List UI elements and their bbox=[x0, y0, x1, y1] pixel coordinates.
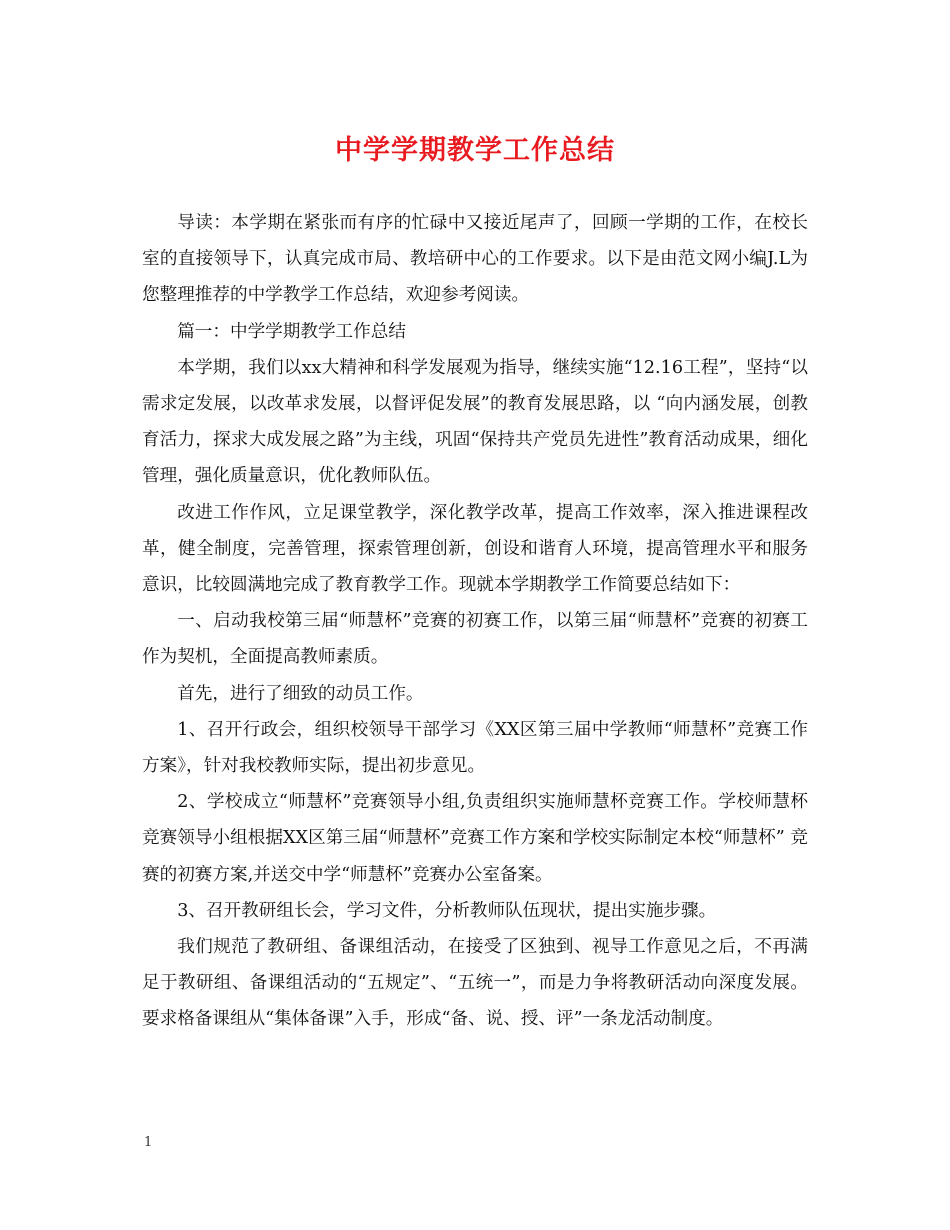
paragraph: 首先，进行了细致的动员工作。 bbox=[177, 683, 424, 704]
list-item: 1、召开行政会，组织校领导干部学习《XX区第三届中学教师“师慧杯”竞赛工作方案》，针对我校教师实际，提出初步意见。 bbox=[142, 719, 808, 777]
paragraph: 我们规范了教研组、备课组活动，在接受了区独到、视导工作意见之后，不再满足于教研组、备课组活动的“五规定”、“五统一”，而是力争将教研活动向深度发展。要求格备课组从“集体备课”入手，形成“备、说、授、评”一条龙活动制度。 bbox=[142, 937, 808, 1030]
page-number: 1 bbox=[144, 1135, 153, 1150]
list-item: 2、学校成立“师慧杯”竞赛领导小组,负责组织实施师慧杯竞赛工作。学校师慧杯竞赛领导小组根据XX区第三届“师慧杯”竞赛工作方案和学校实际制定本校“师慧杯” 竞赛的初赛方案,并送交中学“师慧杯”竞赛办公室备案。 bbox=[142, 792, 808, 885]
paragraph: 本学期，我们以xx大精神和科学发展观为指导，继续实施“12.16工程”，坚持“以需求定发展，以改革求发展，以督评促发展”的教育发展思路，以 “向内涵发展，创教育活力，探求大成发展之路”为主线，巩固“保持共产党员先进性”教育活动成果，细化管理，强化质量意识，优化教师队伍。 bbox=[142, 357, 808, 487]
list-item: 3、召开教研组长会，学习文件，分析教师队伍现状，提出实施步骤。 bbox=[177, 900, 717, 921]
document-title: 中学学期教学工作总结 bbox=[335, 135, 615, 166]
paragraph: 改进工作作风，立足课堂教学，深化教学改革，提高工作效率，深入推进课程改革，健全制度，完善管理，探索管理创新，创设和谐育人环境，提高管理水平和服务意识，比较圆满地完成了教育教学工作。现就本学期教学工作简要总结如下： bbox=[142, 502, 808, 596]
paragraph-section-heading: 篇一：中学学期教学工作总结 bbox=[177, 321, 406, 342]
document-body bbox=[142, 205, 808, 1038]
paragraph: 一、启动我校第三届“师慧杯”竞赛的初赛工作，以第三届“师慧杯”竞赛的初赛工作为契机，全面提高教师素质。 bbox=[142, 611, 808, 668]
paragraph-intro: 导读：本学期在紧张而有序的忙碌中又接近尾声了，回顾一学期的工作，在校长室的直接领导下，认真完成市局、教培研中心的工作要求。以下是由范文网小编J.L为您整理推荐的中学教学工作总结，欢迎参考阅读。 bbox=[142, 213, 808, 306]
